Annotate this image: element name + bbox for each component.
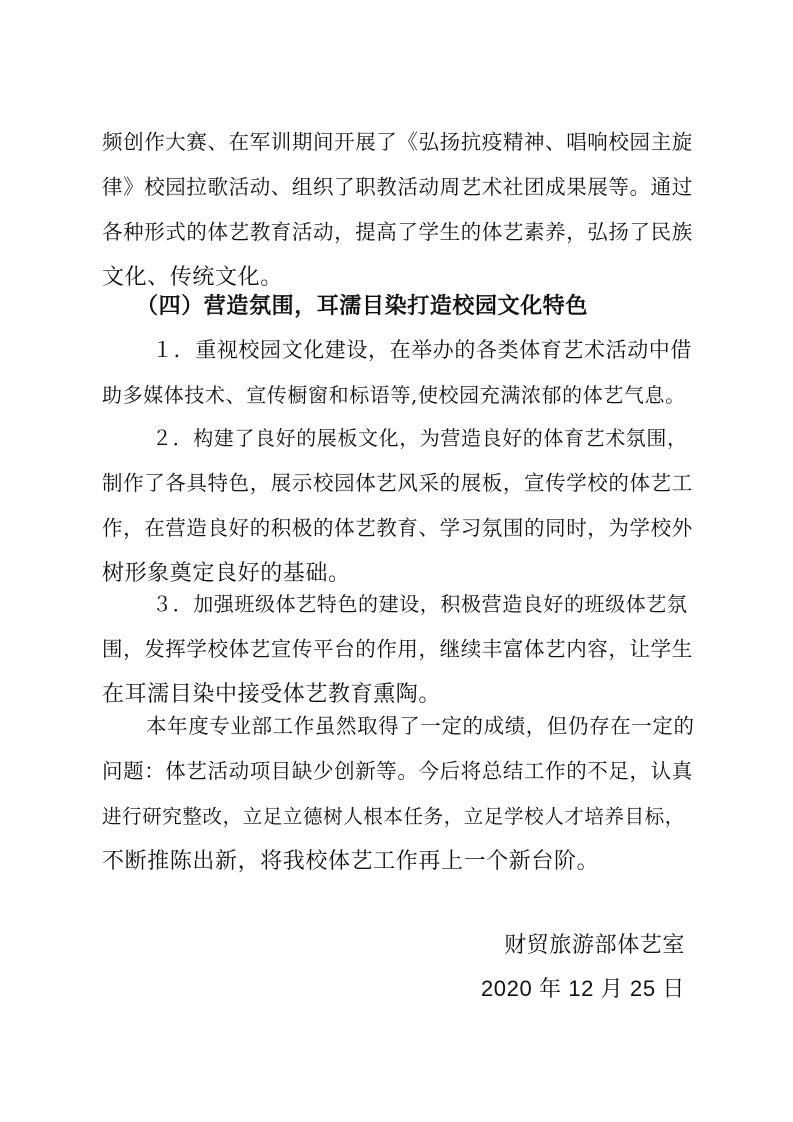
section-heading-four — [102, 284, 698, 329]
text-line: 不断推陈出新，将我校体艺工作再上一个新台阶。 — [102, 849, 600, 874]
text-line: 树形象奠定良好的基础。 — [102, 561, 351, 586]
list-item-2 — [102, 416, 698, 596]
signature-date: 2020 年 12 月 25 日 — [480, 976, 685, 1001]
text-line: 各种形式的体艺教育活动，提高了学生的体艺素养，弘扬了民族 — [102, 220, 693, 244]
text-line: 本年度专业部工作虽然取得了一定的成绩，但仍存在一定的 — [146, 714, 695, 738]
text-line: 进行研究整改，立足立德树人根本任务，立足学校人才培养目标， — [102, 805, 685, 828]
section-heading-text: （四）营造氛围，耳濡目染打造校园文化特色 — [136, 293, 589, 319]
text-line: 问题：体艺活动项目缺少创新等。今后将总结工作的不足，认真 — [102, 759, 693, 783]
text-line: ３．加强班级体艺特色的建设，积极营造良好的班级体艺氛 — [152, 592, 688, 616]
list-item-3 — [102, 582, 698, 717]
text-line: 制作了各具特色，展示校园体艺风采的展板，宣传学校的体艺工 — [102, 471, 693, 495]
paragraph-activities-continued — [102, 120, 698, 300]
text-line: 在耳濡目染中接受体艺教育熏陶。 — [102, 682, 442, 707]
text-line: 围，发挥学校体艺宣传平台的作用，继续丰富体艺内容，让学生 — [102, 637, 693, 661]
text-line: 律》校园拉歌活动、组织了职教活动周艺术社团成果展等。通过 — [102, 175, 693, 199]
signature-organization: 财贸旅游部体艺室 — [504, 933, 685, 958]
text-line: ２．构建了良好的展板文化，为营造良好的体育艺术氛围， — [152, 426, 688, 450]
list-item-1 — [102, 328, 698, 418]
text-line: 助多媒体技术、宣传橱窗和标语等,使校园充满浓郁的体艺气息。 — [102, 383, 686, 407]
text-line: １．重视校园文化建设，在举办的各类体育艺术活动中借 — [152, 338, 692, 362]
text-line: 文化、传统文化。 — [102, 265, 283, 290]
paragraph-summary — [102, 704, 698, 884]
text-line: 作，在营造良好的积极的体艺教育、学习氛围的同时，为学校外 — [102, 516, 693, 540]
text-line: 频创作大赛、在军训期间开展了《弘扬抗疫精神、唱响校园主旋 — [102, 130, 693, 154]
